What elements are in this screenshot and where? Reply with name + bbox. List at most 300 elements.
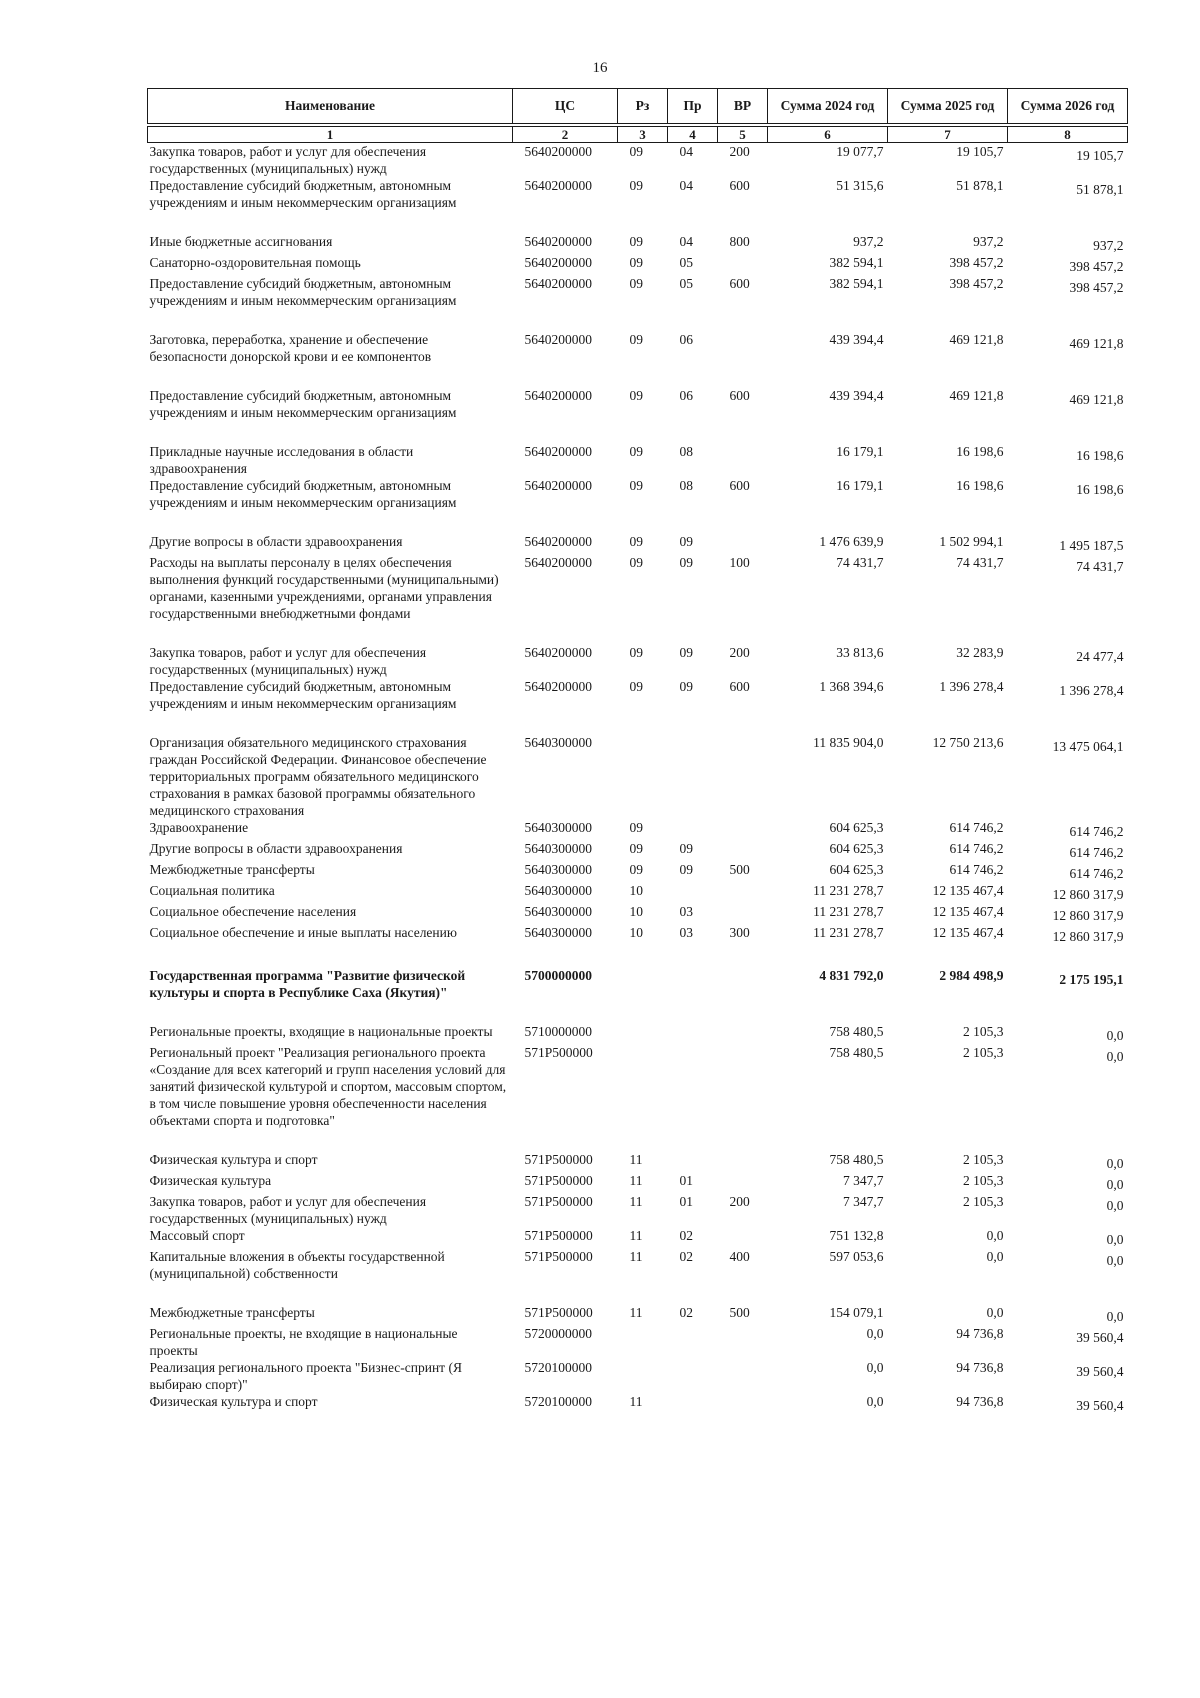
cell-rz: 11 [629,1394,643,1409]
cell-rz: 09 [629,841,643,856]
cell-sum-2024: 604 625,3 [829,841,884,856]
cell-rz: 09 [629,820,643,835]
cell-sum-2026: 51 878,1 [1076,182,1124,197]
cell-pr: 05 [679,255,693,270]
table-body [148,143,1128,1415]
cell-name: Прикладные научные исследования в области здравоохранения [149,444,414,476]
cell-pr: 08 [679,478,693,493]
cell-pr [668,1044,718,1151]
table-row [148,882,1128,903]
column-number: 2 [513,125,618,143]
cell-rz: 09 [629,388,643,403]
cell-pr: 06 [679,388,693,403]
cell-sum-2024: 758 480,5 [829,1024,884,1039]
cell-cs: 5710000000 [524,1024,592,1039]
cell-cs: 5640300000 [524,904,592,919]
budget-table [147,88,1128,1414]
cell-vr [718,331,768,387]
cell-cs: 5640300000 [524,841,592,856]
cell-pr [668,1023,718,1044]
table-row [148,1393,1128,1414]
header-sum-2025: Сумма 2025 год [888,89,1008,126]
cell-name: Региональные проекты, не входящие в национальные проекты [149,1326,458,1358]
cell-name: Физическая культура [149,1173,272,1188]
cell-name: Массовый спорт [149,1228,245,1243]
cell-cs: 571P500000 [524,1249,593,1264]
cell-pr: 01 [679,1173,693,1188]
table-row [148,861,1128,882]
cell-vr [718,840,768,861]
cell-pr: 08 [679,444,693,459]
budget-table-sheet [147,88,1127,1414]
cell-vr [718,882,768,903]
cell-vr [718,1325,768,1359]
cell-sum-2024: 11 231 278,7 [813,925,884,940]
cell-vr: 500 [729,862,750,877]
cell-sum-2025: 16 198,6 [956,478,1004,493]
cell-sum-2026: 39 560,4 [1076,1398,1124,1413]
cell-pr: 04 [679,178,693,193]
cell-sum-2025: 1 502 994,1 [939,534,1004,549]
cell-sum-2026: 39 560,4 [1076,1330,1124,1345]
cell-pr [668,967,718,1023]
cell-pr: 09 [679,534,693,549]
cell-sum-2025: 12 135 467,4 [932,925,1004,940]
cell-sum-2025: 1 396 278,4 [939,679,1004,694]
cell-name: Расходы на выплаты персоналу в целях обеспечения выполнения функций государственными (муниципальными) органами, казенными учреждениями, органами управления государственными внебюджетными фондами [149,555,499,621]
cell-name: Предоставление субсидий бюджетным, автономным учреждениям и иным некоммерческим организациям [149,679,457,711]
table-row [148,1248,1128,1304]
cell-pr: 05 [679,276,693,291]
cell-sum-2026: 398 457,2 [1069,280,1124,295]
cell-cs: 5640300000 [524,862,592,877]
cell-pr [668,1393,718,1414]
cell-sum-2026: 0,0 [1106,1177,1124,1192]
cell-name: Социальное обеспечение и иные выплаты населению [149,925,457,940]
cell-rz: 09 [629,444,643,459]
cell-sum-2024: 604 625,3 [829,862,884,877]
table-row [148,387,1128,443]
table-row [148,903,1128,924]
cell-name: Предоставление субсидий бюджетным, автономным учреждениям и иным некоммерческим организациям [149,276,457,308]
column-number: 7 [888,125,1008,143]
cell-cs: 5640200000 [524,276,592,291]
cell-vr [718,1044,768,1151]
cell-pr [668,882,718,903]
cell-sum-2024: 11 835 904,0 [813,735,884,750]
cell-vr [718,903,768,924]
cell-sum-2025: 2 105,3 [963,1173,1004,1188]
cell-vr: 200 [729,144,750,159]
cell-sum-2025: 469 121,8 [949,332,1004,347]
cell-vr: 800 [729,234,750,249]
cell-rz: 11 [629,1305,643,1320]
cell-sum-2026: 39 560,4 [1076,1364,1124,1379]
cell-sum-2026: 0,0 [1106,1028,1124,1043]
cell-sum-2026: 0,0 [1106,1232,1124,1247]
cell-pr [668,1325,718,1359]
cell-pr: 02 [679,1305,693,1320]
cell-sum-2026: 12 860 317,9 [1052,887,1124,902]
cell-cs: 5640300000 [524,820,592,835]
table-row [148,1172,1128,1193]
table-row [148,644,1128,678]
cell-rz: 11 [629,1249,643,1264]
column-number: 3 [618,125,668,143]
cell-cs: 5640200000 [524,534,592,549]
cell-pr: 09 [679,645,693,660]
cell-pr: 02 [679,1228,693,1243]
cell-pr [668,1359,718,1393]
table-row [148,554,1128,644]
cell-rz: 11 [629,1194,643,1209]
cell-sum-2025: 2 105,3 [963,1045,1004,1060]
cell-sum-2026: 0,0 [1106,1156,1124,1171]
cell-vr [718,533,768,554]
cell-name: Закупка товаров, работ и услуг для обеспечения государственных (муниципальных) нужд [149,1194,427,1226]
cell-cs: 571P500000 [524,1152,593,1167]
cell-pr: 03 [679,904,693,919]
cell-name: Межбюджетные трансферты [149,1305,315,1320]
cell-rz: 09 [629,178,643,193]
cell-sum-2024: 758 480,5 [829,1045,884,1060]
cell-sum-2024: 0,0 [866,1394,884,1409]
cell-name: Другие вопросы в области здравоохранения [149,841,403,856]
table-row [148,331,1128,387]
table-row [148,1193,1128,1227]
table-row [148,1325,1128,1359]
cell-cs: 571P500000 [524,1228,593,1243]
cell-sum-2024: 11 231 278,7 [813,904,884,919]
cell-sum-2025: 94 736,8 [956,1394,1004,1409]
cell-name: Закупка товаров, работ и услуг для обеспечения государственных (муниципальных) нужд [149,144,427,176]
cell-pr: 09 [679,679,693,694]
column-number: 1 [148,125,513,143]
cell-rz: 09 [629,478,643,493]
cell-sum-2026: 614 746,2 [1069,845,1124,860]
cell-vr: 500 [729,1305,750,1320]
cell-sum-2026: 2 175 195,1 [1059,972,1124,987]
cell-rz: 10 [629,904,643,919]
cell-cs: 5640200000 [524,255,592,270]
table-row [148,1044,1128,1151]
cell-vr [718,967,768,1023]
cell-sum-2026: 13 475 064,1 [1052,739,1124,754]
cell-sum-2024: 382 594,1 [829,276,884,291]
cell-name: Предоставление субсидий бюджетным, автономным учреждениям и иным некоммерческим организациям [149,478,457,510]
cell-sum-2024: 1 368 394,6 [819,679,884,694]
cell-cs: 571P500000 [524,1045,593,1060]
cell-cs: 5640200000 [524,679,592,694]
cell-vr [718,443,768,477]
cell-sum-2026: 12 860 317,9 [1052,908,1124,923]
cell-name: Физическая культура и спорт [149,1394,318,1409]
header-pr: Пр [668,89,718,126]
cell-sum-2025: 74 431,7 [956,555,1004,570]
cell-pr: 09 [679,862,693,877]
cell-pr: 01 [679,1194,693,1209]
cell-sum-2024: 154 079,1 [829,1305,884,1320]
cell-vr: 100 [729,555,750,570]
cell-sum-2024: 51 315,6 [836,178,884,193]
cell-sum-2025: 12 135 467,4 [932,883,1004,898]
cell-vr [718,819,768,840]
cell-pr [668,1151,718,1172]
cell-sum-2024: 7 347,7 [843,1173,884,1188]
cell-name: Капитальные вложения в объекты государственной (муниципальной) собственности [149,1249,445,1281]
cell-sum-2024: 937,2 [853,234,884,249]
cell-cs: 5640200000 [524,645,592,660]
table-row [148,275,1128,331]
cell-sum-2026: 0,0 [1106,1309,1124,1324]
cell-sum-2025: 12 750 213,6 [932,735,1004,750]
cell-cs: 5640200000 [524,478,592,493]
cell-name: Реализация регионального проекта "Бизнес-спринт (Я выбираю спорт)" [149,1360,462,1392]
cell-vr: 600 [729,388,750,403]
cell-sum-2026: 0,0 [1106,1253,1124,1268]
cell-rz [618,1359,668,1393]
cell-name: Социальное обеспечение населения [149,904,357,919]
cell-sum-2024: 4 831 792,0 [819,968,884,983]
cell-pr: 04 [679,144,693,159]
cell-sum-2024: 11 231 278,7 [813,883,884,898]
page-number: 16 [592,60,608,76]
header-vr: ВР [718,89,768,126]
cell-cs: 5640300000 [524,925,592,940]
cell-cs: 5720100000 [524,1360,592,1375]
cell-cs: 571P500000 [524,1173,593,1188]
cell-pr: 04 [679,234,693,249]
cell-vr [718,1359,768,1393]
cell-cs: 5640200000 [524,444,592,459]
cell-rz: 09 [629,862,643,877]
cell-sum-2025: 19 105,7 [956,144,1004,159]
cell-sum-2024: 7 347,7 [843,1194,884,1209]
cell-rz: 11 [629,1152,643,1167]
cell-sum-2026: 24 477,4 [1076,649,1124,664]
cell-sum-2025: 32 283,9 [956,645,1004,660]
cell-sum-2025: 0,0 [986,1228,1004,1243]
cell-sum-2025: 0,0 [986,1249,1004,1264]
cell-name: Региональные проекты, входящие в национальные проекты [149,1024,493,1039]
cell-rz: 09 [629,144,643,159]
cell-name: Здравоохранение [149,820,249,835]
cell-vr: 600 [729,679,750,694]
cell-rz [618,967,668,1023]
table-row [148,177,1128,233]
column-number: 5 [718,125,768,143]
table-row [148,443,1128,477]
cell-sum-2024: 604 625,3 [829,820,884,835]
cell-sum-2024: 0,0 [866,1326,884,1341]
cell-vr: 600 [729,276,750,291]
column-number: 4 [668,125,718,143]
cell-vr: 400 [729,1249,750,1264]
cell-sum-2025: 2 984 498,9 [939,968,1004,983]
cell-sum-2026: 1 495 187,5 [1059,538,1124,553]
header-sum-2024: Сумма 2024 год [768,89,888,126]
cell-rz: 10 [629,925,643,940]
cell-name: Социальная политика [149,883,275,898]
cell-sum-2026: 12 860 317,9 [1052,929,1124,944]
cell-sum-2024: 597 053,6 [829,1249,884,1264]
table-row [148,1151,1128,1172]
header-cs: ЦС [513,89,618,126]
cell-rz [618,1044,668,1151]
cell-sum-2025: 2 105,3 [963,1152,1004,1167]
cell-name: Физическая культура и спорт [149,1152,318,1167]
cell-sum-2026: 74 431,7 [1076,559,1124,574]
cell-cs: 5720000000 [524,1326,592,1341]
table-row [148,967,1128,1023]
cell-sum-2025: 614 746,2 [949,820,1004,835]
cell-sum-2025: 12 135 467,4 [932,904,1004,919]
cell-vr [718,1023,768,1044]
cell-vr [718,1393,768,1414]
cell-cs: 571P500000 [524,1194,593,1209]
cell-rz: 09 [629,555,643,570]
cell-rz: 09 [629,234,643,249]
cell-rz [618,1325,668,1359]
cell-sum-2025: 94 736,8 [956,1326,1004,1341]
cell-name: Межбюджетные трансферты [149,862,315,877]
cell-sum-2026: 0,0 [1106,1049,1124,1064]
cell-sum-2024: 33 813,6 [836,645,884,660]
cell-cs: 5640300000 [524,735,592,750]
cell-pr: 02 [679,1249,693,1264]
cell-vr [718,1151,768,1172]
cell-sum-2024: 439 394,4 [829,332,884,347]
cell-cs: 5640200000 [524,388,592,403]
cell-cs: 5640300000 [524,883,592,898]
cell-sum-2024: 758 480,5 [829,1152,884,1167]
cell-name: Предоставление субсидий бюджетным, автономным учреждениям и иным некоммерческим организациям [149,388,457,420]
cell-cs: 5640200000 [524,178,592,193]
cell-sum-2026: 937,2 [1093,238,1124,253]
cell-vr: 200 [729,1194,750,1209]
cell-pr: 09 [679,841,693,856]
cell-name: Иные бюджетные ассигнования [149,234,333,249]
column-number: 8 [1008,125,1128,143]
cell-sum-2025: 2 105,3 [963,1194,1004,1209]
cell-sum-2026: 398 457,2 [1069,259,1124,274]
cell-vr: 600 [729,178,750,193]
cell-cs: 571P500000 [524,1305,593,1320]
table-row [148,840,1128,861]
cell-vr [718,1227,768,1248]
cell-name: Другие вопросы в области здравоохранения [149,534,403,549]
table-row [148,1304,1128,1325]
cell-sum-2026: 1 396 278,4 [1059,683,1124,698]
cell-vr [718,1172,768,1193]
cell-sum-2025: 398 457,2 [949,255,1004,270]
cell-rz: 11 [629,1173,643,1188]
table-row [148,1227,1128,1248]
cell-sum-2024: 439 394,4 [829,388,884,403]
table-row [148,477,1128,533]
cell-sum-2026: 469 121,8 [1069,336,1124,351]
cell-pr [668,734,718,819]
cell-sum-2026: 614 746,2 [1069,824,1124,839]
header-sum-2026: Сумма 2026 год [1008,89,1128,126]
cell-sum-2024: 74 431,7 [836,555,884,570]
cell-cs: 5640200000 [524,234,592,249]
cell-sum-2025: 614 746,2 [949,841,1004,856]
cell-vr: 300 [729,925,750,940]
cell-rz: 09 [629,534,643,549]
cell-sum-2025: 16 198,6 [956,444,1004,459]
cell-cs: 5640200000 [524,555,592,570]
table-row [148,1023,1128,1044]
cell-sum-2026: 469 121,8 [1069,392,1124,407]
header-rz: Рз [618,89,668,126]
cell-rz: 10 [629,883,643,898]
header-name: Наименование [148,89,513,126]
cell-rz: 09 [629,255,643,270]
cell-name: Санаторно-оздоровительная помощь [149,255,361,270]
table-row [148,678,1128,734]
cell-rz: 09 [629,332,643,347]
cell-cs: 5640200000 [524,332,592,347]
cell-rz: 09 [629,645,643,660]
cell-sum-2024: 19 077,7 [836,144,884,159]
cell-sum-2026: 19 105,7 [1076,148,1124,163]
cell-sum-2025: 94 736,8 [956,1360,1004,1375]
cell-name: Заготовка, переработка, хранение и обеспечение безопасности донорской крови и ее компонентов [149,332,432,364]
cell-sum-2024: 0,0 [866,1360,884,1375]
table-row [148,233,1128,254]
cell-sum-2025: 0,0 [986,1305,1004,1320]
cell-sum-2025: 51 878,1 [956,178,1004,193]
cell-sum-2024: 382 594,1 [829,255,884,270]
cell-sum-2024: 751 132,8 [829,1228,884,1243]
cell-sum-2025: 2 105,3 [963,1024,1004,1039]
table-row [148,819,1128,840]
cell-sum-2025: 398 457,2 [949,276,1004,291]
cell-cs: 5640200000 [524,144,592,159]
cell-rz: 09 [629,276,643,291]
cell-name: Организация обязательного медицинского страхования граждан Российской Федерации. Финансовое обеспечение территориальных программ обязательного медицинского страхования в рамках базовой программы обязательного медицинского страхования [149,735,487,818]
cell-name: Государственная программа "Развитие физической культуры и спорта в Республике Саха (Якутия)" [149,968,466,1000]
cell-pr: 03 [679,925,693,940]
cell-vr: 200 [729,645,750,660]
cell-pr [668,819,718,840]
cell-cs: 5720100000 [524,1394,592,1409]
table-row [148,533,1128,554]
cell-sum-2024: 16 179,1 [836,478,884,493]
cell-sum-2024: 16 179,1 [836,444,884,459]
cell-rz [618,1023,668,1044]
cell-sum-2026: 16 198,6 [1076,482,1124,497]
cell-vr: 600 [729,478,750,493]
cell-pr: 09 [679,555,693,570]
cell-vr [718,254,768,275]
table-header [148,89,1128,143]
table-row [148,254,1128,275]
cell-cs: 5700000000 [524,968,592,983]
cell-name: Предоставление субсидий бюджетным, автономным учреждениям и иным некоммерческим организациям [149,178,457,210]
cell-sum-2025: 614 746,2 [949,862,1004,877]
cell-sum-2026: 16 198,6 [1076,448,1124,463]
table-row [148,734,1128,819]
column-number: 6 [768,125,888,143]
cell-pr: 06 [679,332,693,347]
cell-vr [718,734,768,819]
cell-sum-2024: 1 476 639,9 [819,534,884,549]
cell-name: Региональный проект "Реализация регионального проекта «Создание для всех категорий и групп населения условий для занятий физической культурой и спортом, массовым спортом, в том числе повышение уровня обеспеченности населения объектами спорта и подготовка" [149,1045,507,1128]
cell-sum-2025: 469 121,8 [949,388,1004,403]
cell-rz: 11 [629,1228,643,1243]
